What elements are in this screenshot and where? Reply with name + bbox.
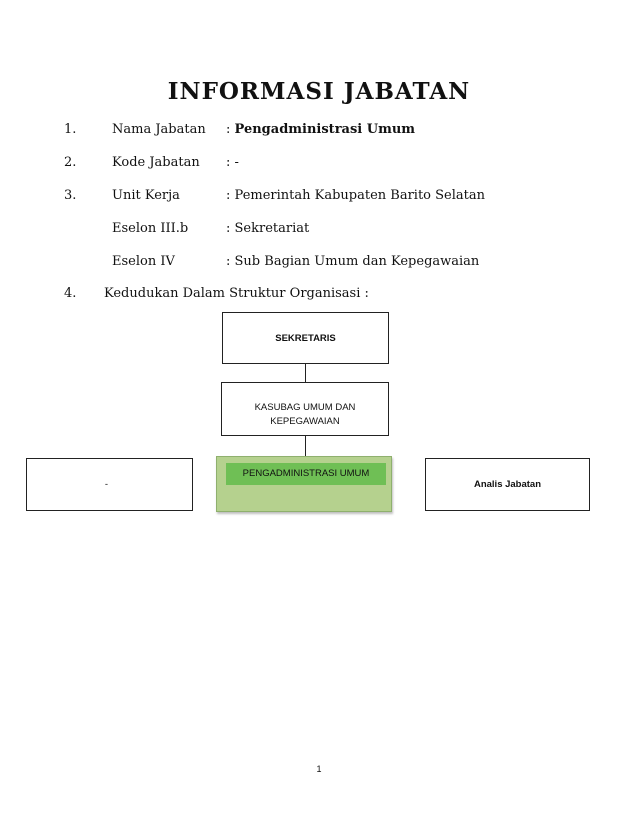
field-value-text: Pemerintah Kabupaten Barito Selatan: [234, 188, 485, 203]
org-box-left: [26, 458, 193, 511]
field-label: Kode Jabatan: [112, 155, 200, 170]
field-label: Eselon III.b: [112, 221, 189, 236]
section-label: Kedudukan Dalam Struktur Organisasi :: [104, 286, 369, 301]
field-label: Unit Kerja: [112, 188, 180, 203]
field-unit-kerja: [0, 188, 638, 208]
section-kedudukan: [0, 286, 638, 306]
field-kode-jabatan: [0, 155, 638, 175]
field-label: Eselon IV: [112, 254, 175, 269]
field-separator: :: [226, 188, 231, 203]
page-title: INFORMASI JABATAN: [167, 78, 471, 105]
field-value: [226, 155, 239, 170]
field-separator: :: [226, 122, 231, 137]
field-separator: :: [226, 254, 231, 269]
page-number: 1: [316, 764, 322, 774]
field-number: 1.: [64, 122, 77, 137]
org-box-label: PENGADMINISTRASI UMUM: [226, 463, 386, 485]
field-eselon-iii: [0, 221, 638, 241]
field-value: [226, 122, 415, 137]
org-box-pengadministrasi-umum: [216, 456, 392, 512]
field-value: [226, 188, 485, 203]
org-box-label: Analis Jabatan: [473, 479, 542, 490]
org-box-label: -: [104, 479, 109, 490]
org-box-label: SEKRETARIS: [275, 333, 336, 344]
org-connector: [305, 364, 306, 382]
org-box-label-line1: KASUBAG UMUM DAN: [254, 402, 356, 413]
field-number: 2.: [64, 155, 77, 170]
org-box-right: [425, 458, 590, 511]
org-box-label-line2: KEPEGAWAIAN: [270, 416, 340, 427]
field-value-text: Sub Bagian Umum dan Kepegawaian: [234, 254, 480, 269]
field-value-text: -: [234, 155, 239, 170]
field-nama-jabatan: [0, 122, 638, 142]
field-separator: :: [226, 221, 231, 236]
field-eselon-iv: [0, 254, 638, 274]
field-separator: :: [226, 155, 231, 170]
field-value: [226, 254, 479, 269]
section-number: 4.: [64, 286, 77, 301]
org-box-sekretaris: [222, 312, 389, 364]
field-label: Nama Jabatan: [112, 122, 206, 137]
org-box-kasubag: [221, 382, 389, 436]
field-value: [226, 221, 309, 236]
field-number: 3.: [64, 188, 77, 203]
field-value-text: Sekretariat: [234, 221, 310, 236]
org-connector: [305, 436, 306, 456]
field-value-text: Pengadministrasi Umum: [234, 122, 416, 137]
